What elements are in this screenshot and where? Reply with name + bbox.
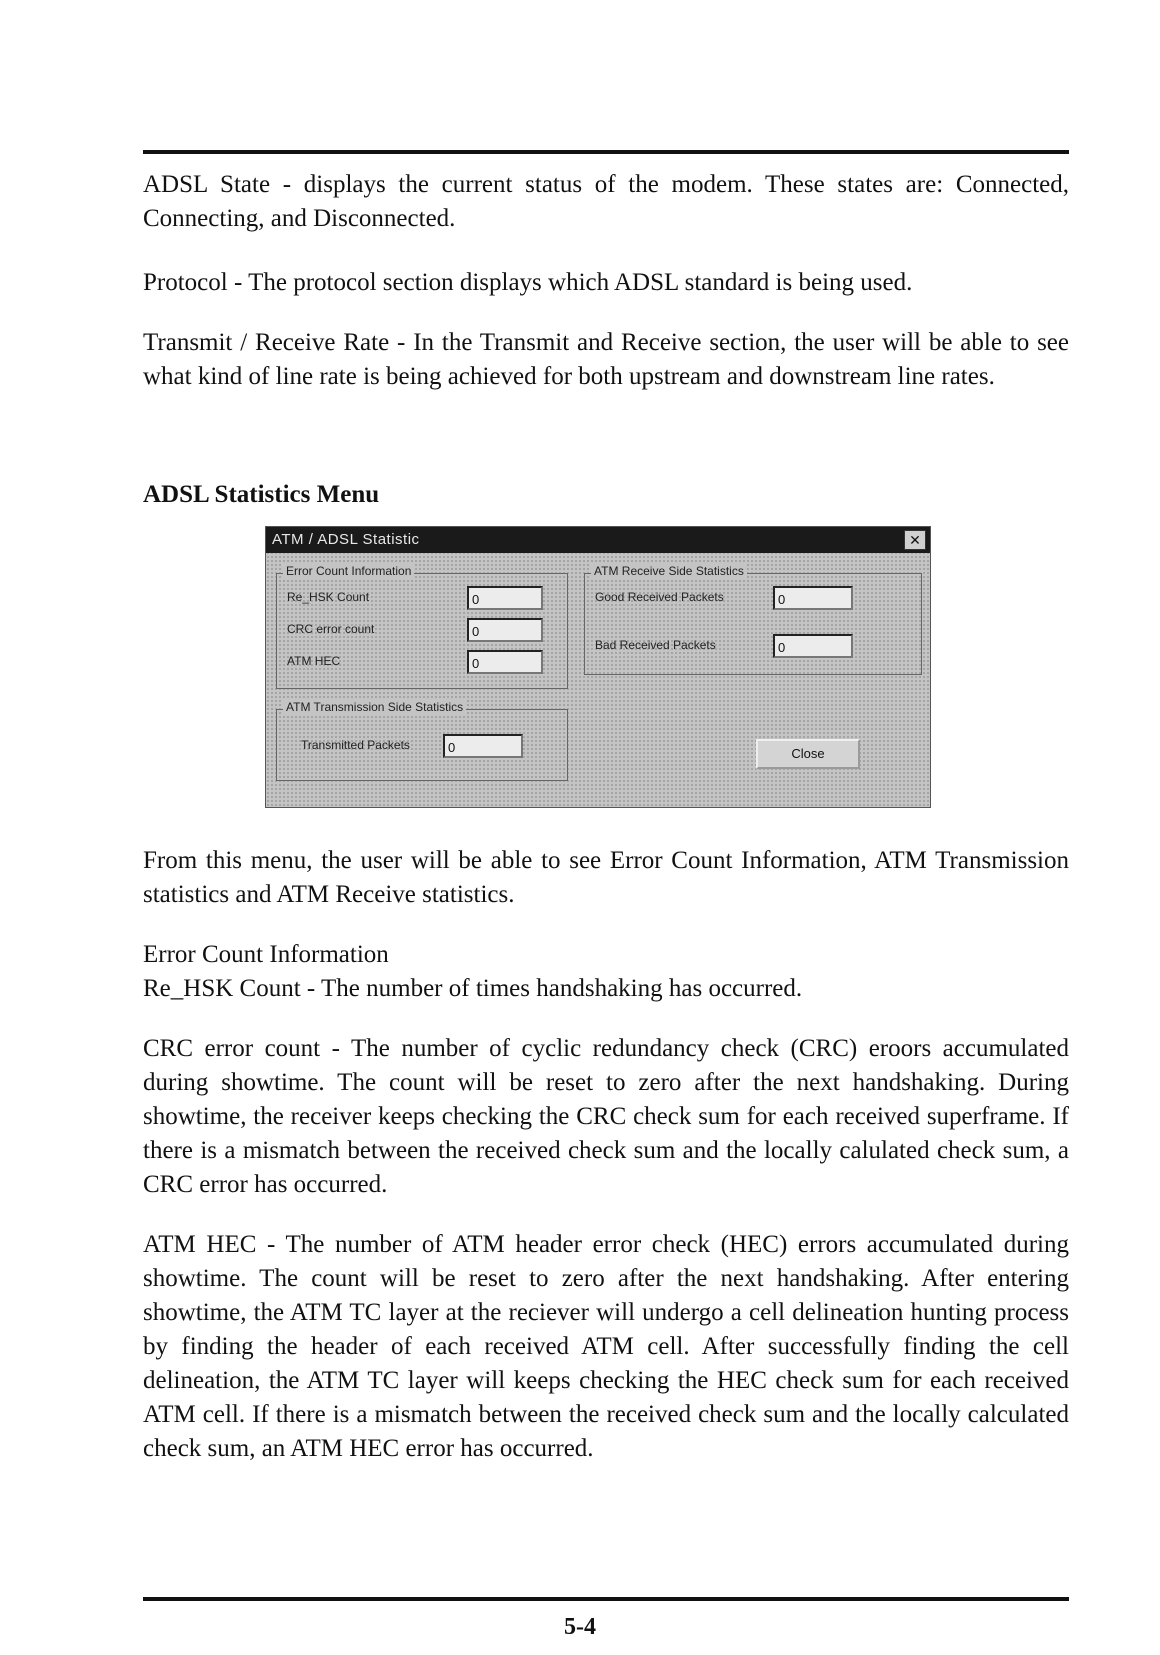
receive-side-group-label: ATM Receive Side Statistics: [591, 564, 747, 578]
close-button[interactable]: Close: [756, 739, 860, 769]
atm-hec-label: ATM HEC: [287, 654, 341, 668]
section-heading: ADSL Statistics Menu: [143, 481, 380, 508]
intro-paragraph: From this menu, the user will be able to see Error Count Information, ATM Transmission statistics and ATM Receive statistics.: [143, 847, 1069, 908]
transmitted-packets-label: Transmitted Packets: [301, 738, 410, 752]
good-received-packets-field[interactable]: 0: [773, 586, 853, 610]
transmit-receive-paragraph: Transmit / Receive Rate - In the Transmit and Receive section, the user will be able to see what kind of line rate is being achieved for both upstream and downstream line rates.: [143, 329, 1069, 390]
protocol-paragraph: Protocol - The protocol section displays which ADSL standard is being used.: [143, 269, 913, 296]
crc-error-count-label: CRC error count: [287, 622, 375, 636]
page-number: 5-4: [564, 1614, 596, 1640]
bad-received-packets-field[interactable]: 0: [773, 634, 853, 658]
bottom-rule: [143, 1597, 1069, 1601]
page-content: [143, 168, 1069, 1466]
crc-error-count-field[interactable]: 0: [467, 618, 543, 642]
close-icon[interactable]: ✕: [904, 530, 926, 550]
re-hsk-count-label: Re_HSK Count: [287, 590, 370, 604]
transmitted-packets-field[interactable]: 0: [443, 734, 523, 758]
good-received-packets-label: Good Received Packets: [595, 590, 724, 604]
crc-paragraph: CRC error count - The number of cyclic redundancy check (CRC) eroors accumulated during showtime. The count will be reset to zero after the next handshaking. During showtime, the receiver keeps checking the CRC check sum for each received superframe. If there is a mismatch between the received check sum and the locally calulated check sum, a CRC error has occurred.: [143, 1035, 1069, 1198]
error-count-group: [276, 564, 568, 689]
atm-hec-paragraph: ATM HEC - The number of ATM header error check (HEC) errors accumulated during showtime. The count will be reset to zero after the next handshaking. After entering showtime, the ATM TC layer at the reciever will undergo a cell delineation hunting process by finding the header of each received ATM cell. After successfully finding the cell delineation, the ATM TC layer will keeps checking the HEC check sum for each received ATM cell. If there is a mismatch between the received check sum and the locally calculated check sum, an ATM HEC error has occurred.: [143, 1231, 1069, 1462]
transmission-side-group: [276, 700, 568, 781]
atm-hec-field[interactable]: 0: [467, 650, 543, 674]
error-count-heading: Error Count Information: [143, 941, 389, 968]
atm-adsl-statistic-dialog: [265, 526, 931, 808]
re-hsk-count-field[interactable]: 0: [467, 586, 543, 610]
top-rule: [143, 150, 1069, 154]
bad-received-packets-label: Bad Received Packets: [595, 638, 716, 652]
transmission-side-group-label: ATM Transmission Side Statistics: [283, 700, 466, 714]
dialog-title: ATM / ADSL Statistic: [266, 527, 930, 553]
re-hsk-paragraph: Re_HSK Count - The number of times handshaking has occurred.: [143, 975, 803, 1002]
adsl-state-paragraph: ADSL State - displays the current status of the modem. These states are: Connected, Connecting, and Disconnected.: [143, 171, 1069, 232]
error-count-group-label: Error Count Information: [283, 564, 414, 578]
receive-side-group: [584, 564, 922, 675]
